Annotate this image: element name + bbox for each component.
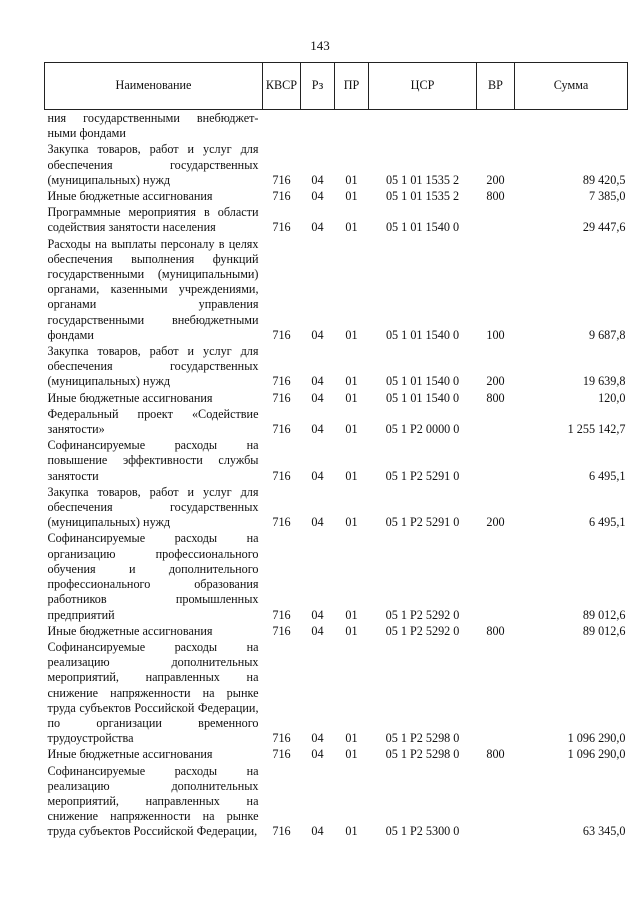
- table-row: [45, 204, 628, 235]
- cell-sum: 89 012,6: [582, 607, 626, 622]
- cell-pr: 01: [345, 731, 358, 746]
- cell-kvsr: 716: [272, 607, 291, 622]
- cell-kvsr: [263, 110, 301, 142]
- cell-vr: [477, 437, 515, 484]
- cell-pr: 01: [345, 747, 358, 762]
- cell-kvsr: 716: [272, 422, 291, 437]
- cell-csr: 05 1 P2 5291 0: [385, 468, 460, 483]
- table-row: [45, 188, 628, 204]
- budget-table: [44, 62, 628, 840]
- cell-rz: [301, 110, 335, 142]
- cell-vr: [477, 763, 515, 840]
- cell-name: Федеральный проект «Содействие занятости»: [47, 406, 259, 437]
- cell-kvsr: 716: [272, 220, 291, 235]
- cell-name: Иные бюджетные ассигнования: [47, 747, 213, 762]
- cell-pr: 01: [345, 607, 358, 622]
- table-header-row: [45, 63, 628, 110]
- cell-name: Софинансируемые расходы на организацию профессионального обучения и дополнительного профессионального образования работников промышленных предприятий: [47, 531, 259, 622]
- cell-pr: 01: [345, 374, 358, 389]
- cell-name: Программные мероприятия в области содействия занятости населения: [47, 205, 259, 235]
- cell-pr: 01: [345, 515, 358, 530]
- table-row: [45, 484, 628, 531]
- table-body: [45, 110, 628, 840]
- cell-csr: 05 1 P2 5298 0: [385, 747, 460, 762]
- header-vr: ВР: [477, 63, 515, 110]
- cell-csr: 05 1 01 1535 2: [385, 172, 460, 187]
- cell-vr: 200: [486, 374, 505, 389]
- cell-pr: 01: [345, 422, 358, 437]
- cell-kvsr: 716: [272, 515, 291, 530]
- cell-name: Софинансируемые расходы на повышение эффективности службы занятости: [47, 438, 259, 483]
- cell-pr: 01: [345, 468, 358, 483]
- table-row: [45, 236, 628, 343]
- cell-name: Софинансируемые расходы на реализацию дополнительных мероприятий, направленных на снижение напряженности на рынке труда субъектов Российской Федерации, по организации временного трудоустройства: [47, 639, 259, 746]
- cell-rz: 04: [311, 607, 324, 622]
- cell-pr: 01: [345, 189, 358, 204]
- cell-sum: 1 255 142,7: [567, 422, 626, 437]
- cell-name: Закупка товаров, работ и услуг для обеспечения государственных (муниципальных) нужд: [47, 484, 259, 530]
- cell-kvsr: 716: [272, 189, 291, 204]
- cell-rz: 04: [311, 327, 324, 342]
- table-row: [45, 623, 628, 639]
- header-kvsr: КВСР: [263, 63, 301, 110]
- cell-name: Расходы на выплаты персоналу в целях обеспечения выполнения функций государственными (муниципальными) органами, казенными учреждениями, органами управления государственными внебюджетными фондами: [47, 236, 259, 342]
- cell-name: Иные бюджетные ассигнования: [47, 390, 213, 405]
- cell-csr: 05 1 P2 0000 0: [385, 422, 460, 437]
- cell-rz: 04: [311, 172, 324, 187]
- cell-csr: 05 1 P2 5292 0: [385, 623, 460, 638]
- cell-pr: 01: [345, 623, 358, 638]
- cell-csr: 05 1 01 1540 0: [385, 374, 460, 389]
- cell-name: Закупка товаров, работ и услуг для обеспечения государственных (муниципальных) нужд: [47, 142, 259, 187]
- cell-sum: 1 096 290,0: [567, 747, 626, 762]
- cell-sum: 29 447,6: [582, 220, 626, 235]
- cell-csr: 05 1 P2 5300 0: [385, 824, 460, 839]
- table-row: [45, 530, 628, 622]
- cell-pr: 01: [345, 220, 358, 235]
- cell-rz: 04: [311, 623, 324, 638]
- cell-csr: 05 1 01 1540 0: [385, 390, 460, 405]
- cell-csr: 05 1 01 1535 2: [385, 189, 460, 204]
- cell-csr: 05 1 P2 5291 0: [385, 515, 460, 530]
- cell-pr: [335, 110, 369, 142]
- table-row: [45, 746, 628, 762]
- cell-vr: 800: [486, 189, 505, 204]
- cell-rz: 04: [311, 468, 324, 483]
- cell-kvsr: 716: [272, 390, 291, 405]
- cell-sum: 1 096 290,0: [567, 731, 626, 746]
- cell-rz: 04: [311, 515, 324, 530]
- cell-sum: 89 012,6: [582, 623, 626, 638]
- cell-kvsr: 716: [272, 374, 291, 389]
- cell-rz: 04: [311, 731, 324, 746]
- cell-csr: 05 1 P2 5292 0: [385, 607, 460, 622]
- table-row: [45, 110, 628, 142]
- cell-kvsr: 716: [272, 327, 291, 342]
- cell-rz: 04: [311, 422, 324, 437]
- table-row: [45, 343, 628, 390]
- cell-pr: 01: [345, 172, 358, 187]
- table-row: [45, 406, 628, 437]
- cell-vr: [477, 204, 515, 235]
- table-row: [45, 141, 628, 188]
- cell-vr: 800: [486, 747, 505, 762]
- cell-vr: 200: [486, 515, 505, 530]
- cell-rz: 04: [311, 747, 324, 762]
- cell-sum: 120,0: [598, 390, 626, 405]
- cell-rz: 04: [311, 189, 324, 204]
- header-sum: Сумма: [515, 63, 628, 110]
- cell-kvsr: 716: [272, 747, 291, 762]
- cell-vr: 800: [486, 623, 505, 638]
- page-number: 143: [310, 38, 330, 53]
- cell-sum: 63 345,0: [582, 824, 626, 839]
- cell-pr: 01: [345, 390, 358, 405]
- cell-vr: 100: [486, 327, 505, 342]
- cell-rz: 04: [311, 390, 324, 405]
- cell-pr: 01: [345, 824, 358, 839]
- table-row: [45, 437, 628, 484]
- cell-vr: [477, 110, 515, 142]
- cell-pr: 01: [345, 327, 358, 342]
- cell-kvsr: 716: [272, 172, 291, 187]
- cell-csr: [369, 110, 477, 142]
- header-pr: ПР: [335, 63, 369, 110]
- cell-sum: 89 420,5: [582, 172, 626, 187]
- cell-vr: [477, 530, 515, 622]
- cell-name: Закупка товаров, работ и услуг для обеспечения государственных (муниципальных) нужд: [47, 344, 259, 389]
- table-row: [45, 390, 628, 406]
- cell-name: ния государственными внебюджет-ными фондами: [47, 111, 259, 141]
- header-rz: Рз: [301, 63, 335, 110]
- cell-sum: 6 495,1: [588, 468, 626, 483]
- header-csr: ЦСР: [369, 63, 477, 110]
- cell-kvsr: 716: [272, 824, 291, 839]
- cell-vr: [477, 639, 515, 746]
- cell-csr: 05 1 01 1540 0: [385, 327, 460, 342]
- cell-sum: 19 639,8: [582, 374, 626, 389]
- cell-kvsr: 716: [272, 468, 291, 483]
- cell-kvsr: 716: [272, 731, 291, 746]
- header-name: Наименование: [45, 63, 263, 110]
- cell-sum: 6 495,1: [588, 515, 626, 530]
- table-row: [45, 639, 628, 746]
- cell-csr: 05 1 P2 5298 0: [385, 731, 460, 746]
- cell-sum: [515, 110, 628, 142]
- cell-name: Софинансируемые расходы на реализацию дополнительных мероприятий, направленных на снижение напряженности на рынке труда субъектов Российской Федерации,: [47, 763, 259, 839]
- table-row: [45, 763, 628, 840]
- cell-vr: 800: [486, 390, 505, 405]
- cell-sum: 9 687,8: [588, 327, 626, 342]
- cell-sum: 7 385,0: [588, 189, 626, 204]
- cell-name: Иные бюджетные ассигнования: [47, 623, 213, 638]
- cell-rz: 04: [311, 824, 324, 839]
- cell-vr: [477, 406, 515, 437]
- cell-kvsr: 716: [272, 623, 291, 638]
- cell-csr: 05 1 01 1540 0: [385, 220, 460, 235]
- cell-name: Иные бюджетные ассигнования: [47, 189, 213, 204]
- cell-vr: 200: [486, 172, 505, 187]
- cell-rz: 04: [311, 374, 324, 389]
- cell-rz: 04: [311, 220, 324, 235]
